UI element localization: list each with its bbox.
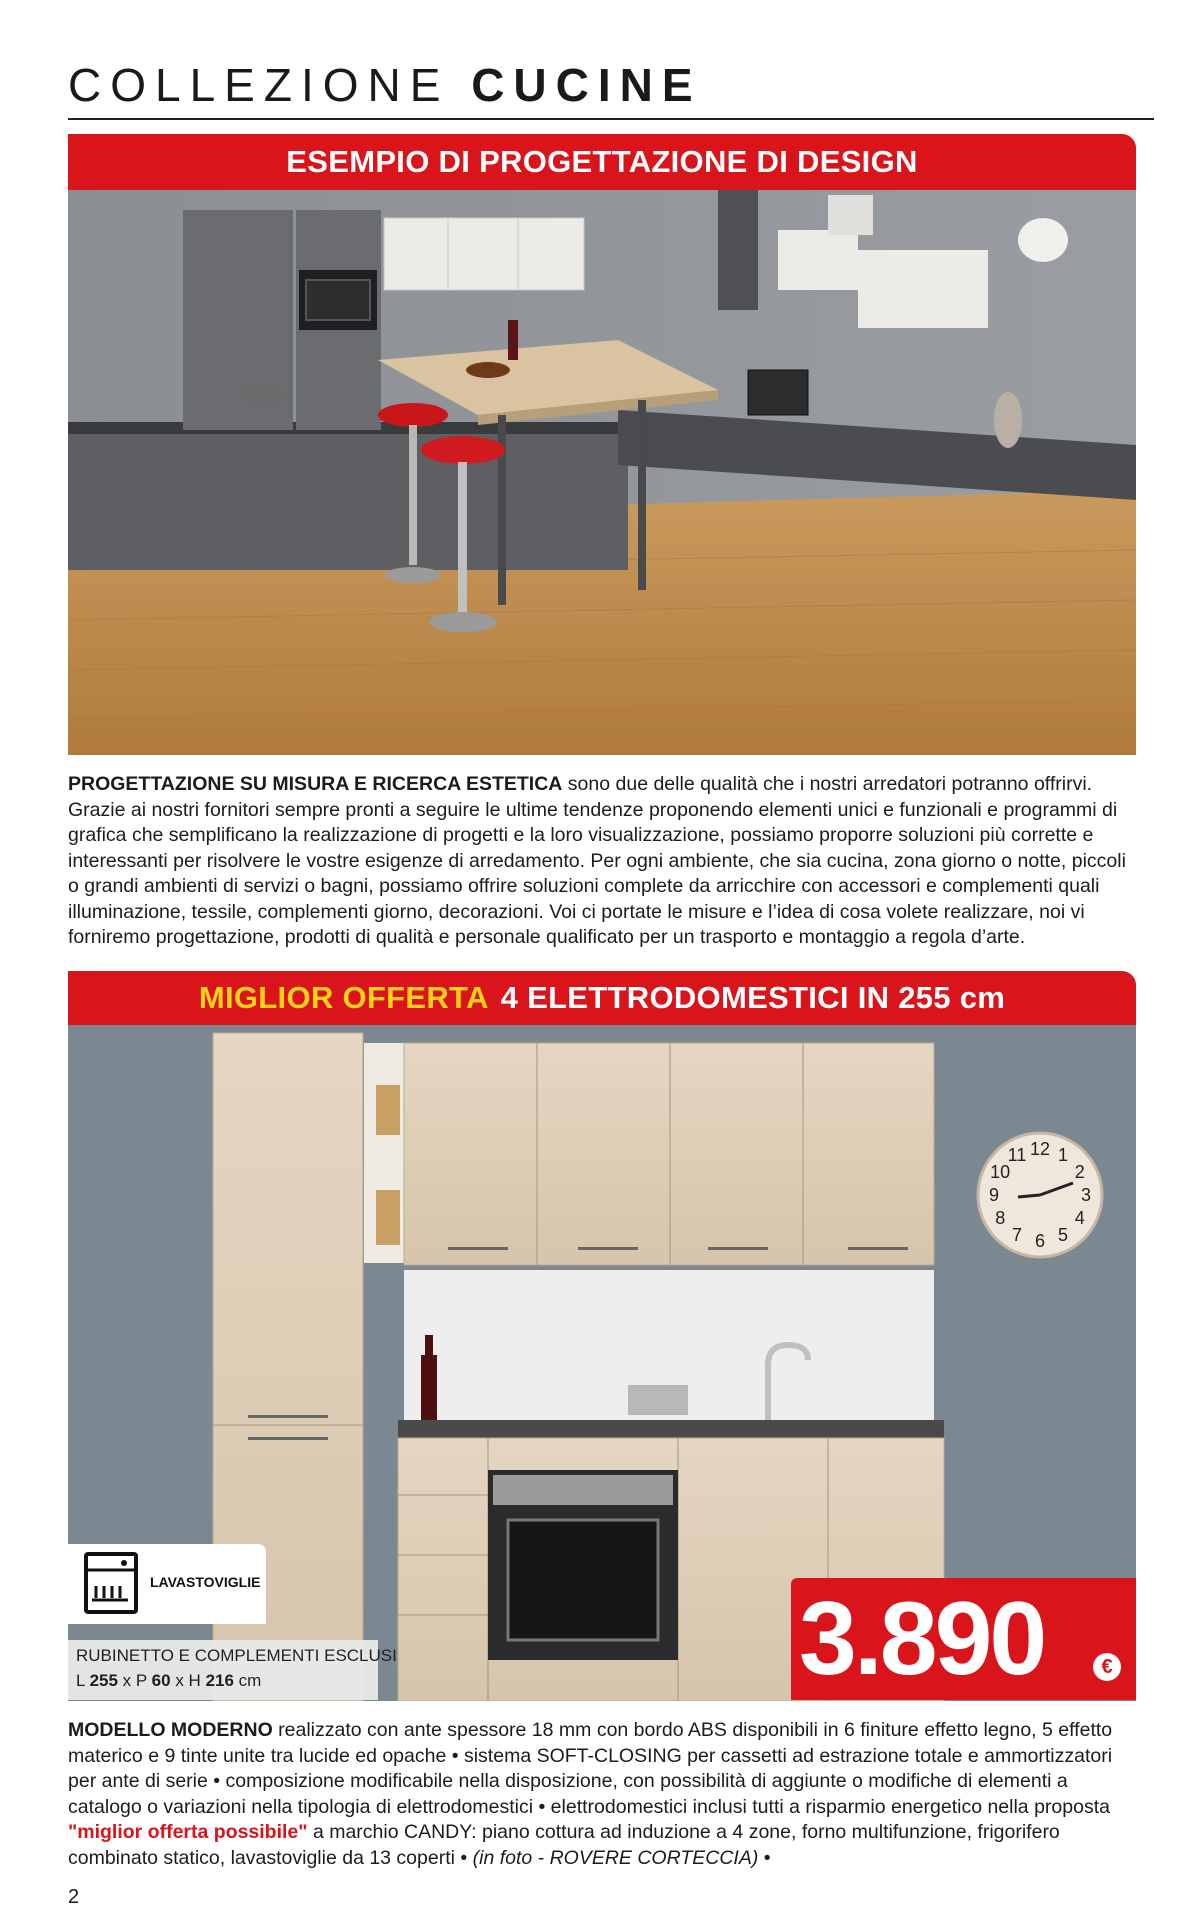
clock-numeral: 1 xyxy=(1057,1145,1069,1166)
designer-kitchen-illustration xyxy=(68,190,1136,755)
best-offer-phrase: "miglior offerta possibile" xyxy=(68,1821,308,1843)
wall-clock xyxy=(978,1133,1102,1257)
offer-banner-highlight: MIGLIOR OFFERTA xyxy=(198,980,489,1015)
dim-h-label: x H xyxy=(175,1671,201,1690)
model-description-body1: realizzato con ante spessore 18 mm con bordo ABS disponibili in 6 finiture effetto legno, 5 effetto materico e 9 tinte unite tra lucide ed opache • sistema SOFT-CLOSING per cassetti ad estrazione totale e ammortizzatori per ante di serie • composizione modificabile nella disposizione, con possibilità di aggiunte o modifiche di elementi a catalogo o variazioni nella tipologia di elettrodomestici • elettrodomestici inclusi tutti a risparmio energetico nella proposta xyxy=(68,1719,1113,1818)
dishwasher-badge xyxy=(68,1544,266,1624)
photo-finish-note: (in foto - ROVERE CORTECCIA) xyxy=(472,1846,759,1869)
heading-light: COLLEZIONE xyxy=(68,59,450,111)
dim-p-value: 60 xyxy=(151,1671,171,1690)
clock-numeral: 9 xyxy=(988,1185,1000,1205)
design-description xyxy=(68,772,1138,951)
dim-l-label: L xyxy=(76,1671,85,1690)
model-description-body2: a marchio CANDY: piano cottura ad induzione a 4 zone, forno multifunzione, frigorifero combinato statico, lavastoviglie da 13 coperti • xyxy=(68,1821,1060,1869)
model-description-body3: • xyxy=(758,1846,771,1869)
clock-numeral: 12 xyxy=(1029,1139,1051,1159)
dim-p-label: x P xyxy=(122,1671,147,1690)
exclusions-note: RUBINETTO E COMPLEMENTI ESCLUSI xyxy=(76,1646,397,1665)
offer-banner xyxy=(68,971,1136,1025)
clock-numeral: 5 xyxy=(1057,1224,1069,1245)
heading-divider xyxy=(68,118,1154,120)
model-description xyxy=(68,1718,1138,1871)
clock-numeral: 4 xyxy=(1074,1208,1085,1228)
design-banner xyxy=(68,134,1136,190)
dimensions-box xyxy=(68,1640,397,1700)
dim-l-value: 255 xyxy=(89,1671,118,1690)
clock-numeral: 7 xyxy=(1011,1224,1023,1245)
price-value: 3.890 xyxy=(799,1581,1045,1697)
designer-kitchen-photo xyxy=(68,190,1136,755)
design-description-lead: PROGETTAZIONE SU MISURA E RICERCA ESTETICA xyxy=(68,773,563,795)
heading-bold: CUCINE xyxy=(471,59,702,111)
design-description-body: sono due delle qualità che i nostri arredatori potranno offrirvi. Grazie ai nostri fornitori sempre pronti a seguire le ultime tendenze proponendo elementi unici e funzionali e programmi di grafica che semplificano la realizzazione di progetti e la loro visualizzazione, possiamo proporre soluzioni più corrette e interessanti per risolvere le vostre esigenze di arredamento. Per ogni ambiente, che sia cucina, zona giorno o notte, piccoli o grandi ambienti di servizi o bagni, possiamo offrire soluzioni complete da arricchire con accessori e complementi quali illuminazione, tessile, complementi giorno, decorazioni. Voi ci portate le misure e l’idea di cosa volete realizzare, noi vi forniremo progettazione, prodotti di qualità e personale qualificato per un trasporto e montaggio a regola d’arte. xyxy=(68,773,1126,948)
clock-numeral: 3 xyxy=(1080,1185,1092,1205)
clock-numeral: 8 xyxy=(995,1208,1006,1228)
clock-numeral: 2 xyxy=(1074,1162,1085,1182)
clock-numeral: 11 xyxy=(1007,1145,1027,1166)
dishwasher-icon xyxy=(84,1552,138,1614)
clock-numeral: 6 xyxy=(1034,1231,1046,1251)
dim-h-value: 216 xyxy=(205,1671,234,1690)
euro-symbol: € xyxy=(1093,1653,1121,1681)
dishwasher-label: LAVASTOVIGLIE xyxy=(150,1574,261,1590)
model-description-lead: MODELLO MODERNO xyxy=(68,1719,273,1741)
price-tag xyxy=(791,1578,1136,1700)
page-heading xyxy=(68,58,702,112)
dimensions-line xyxy=(76,1671,261,1691)
dim-unit: cm xyxy=(238,1671,262,1690)
offer-banner-text: 4 ELETTRODOMESTICI IN 255 cm xyxy=(500,980,1006,1015)
page-number: 2 xyxy=(68,1886,80,1908)
design-banner-text: ESEMPIO DI PROGETTAZIONE DI DESIGN xyxy=(286,144,918,179)
clock-numeral: 10 xyxy=(990,1162,1011,1182)
